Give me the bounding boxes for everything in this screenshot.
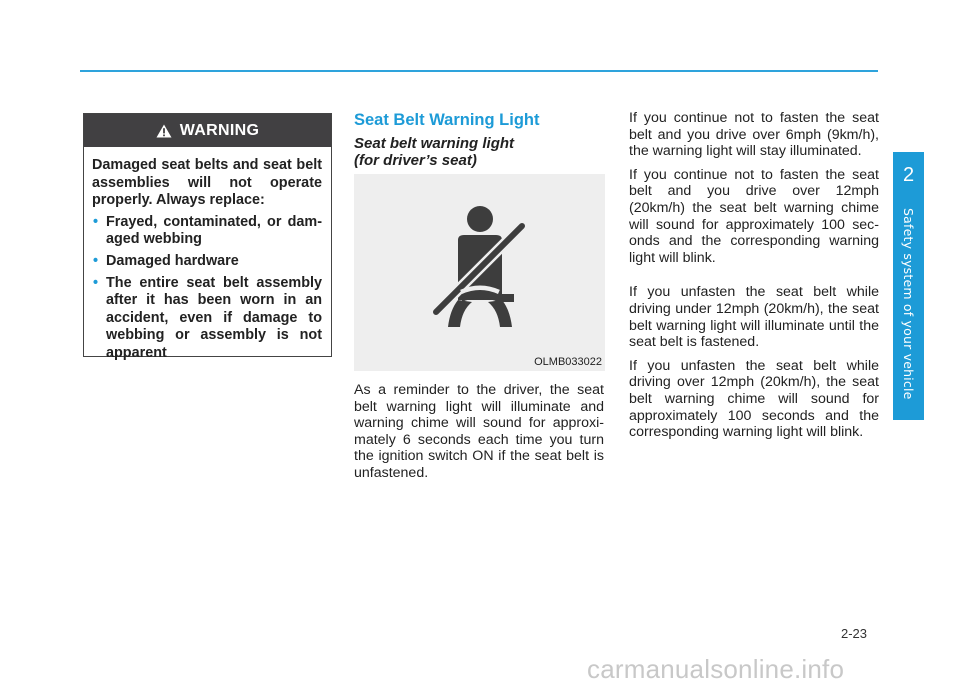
warning-intro: Damaged seat belts and seat belt assemblies will not operate properly. Always replace: <box>92 157 322 209</box>
warning-box <box>83 113 332 361</box>
page-number: 2-23 <box>841 626 868 641</box>
paragraph: If you continue not to fasten the seat belt and you drive over 6mph (9km/h), the warning light will stay illuminated. <box>629 110 879 160</box>
paragraph: If you unfasten the seat belt while driving over 12mph (20km/h), the seat belt warning chime will sound for approximately 100 seconds and the corresponding warning light will blink. <box>629 357 879 441</box>
warning-header <box>84 114 331 147</box>
warning-triangle-icon <box>156 124 172 138</box>
watermark: carmanualsonline.info <box>587 654 845 684</box>
paragraph: If you unfasten the seat belt while driving under 12mph (20km/h), the seat belt warning light will illuminate until the seat belt is fastened. <box>629 284 879 351</box>
paragraph: If you continue not to fasten the seat belt and you drive over 12mph (20km/h) the seat belt warning chime will sound for approximately 100 sec-onds and the corresponding warning light will blink. <box>629 166 879 266</box>
section-subtitle: Seat belt warning light (for driver’s seat) <box>354 135 515 169</box>
seat-belt-icon <box>430 202 530 330</box>
figure-caption: OLMB033022 <box>534 356 602 368</box>
warning-item: • The entire seat belt assembly after it has been worn in an accident, even if damage to webbing or assembly is not apparent <box>93 274 322 361</box>
chapter-title: Safety system of your vehicle <box>901 208 916 400</box>
warning-title: WARNING <box>179 121 260 139</box>
section-paragraph: As a reminder to the driver, the seat belt warning light will illuminate and warning chime will sound for approxi-mately 6 seconds each time you turn the ignition switch ON if the seat belt is unfastened. <box>354 382 604 481</box>
chapter-tab <box>893 152 924 420</box>
warning-item: • Frayed, contaminated, or dam-aged webbing <box>93 213 322 248</box>
bullet-dot: • <box>93 213 99 230</box>
warning-item: • Damaged hardware <box>93 252 239 269</box>
top-rule <box>80 70 878 72</box>
chapter-number: 2 <box>902 164 915 186</box>
warning-list <box>92 214 322 363</box>
bullet-dot: • <box>93 274 99 291</box>
warning-body <box>84 147 331 363</box>
seat-belt-figure <box>354 174 605 371</box>
bullet-dot: • <box>93 252 99 269</box>
right-column <box>629 110 879 448</box>
section-title: Seat Belt Warning Light <box>354 111 540 129</box>
